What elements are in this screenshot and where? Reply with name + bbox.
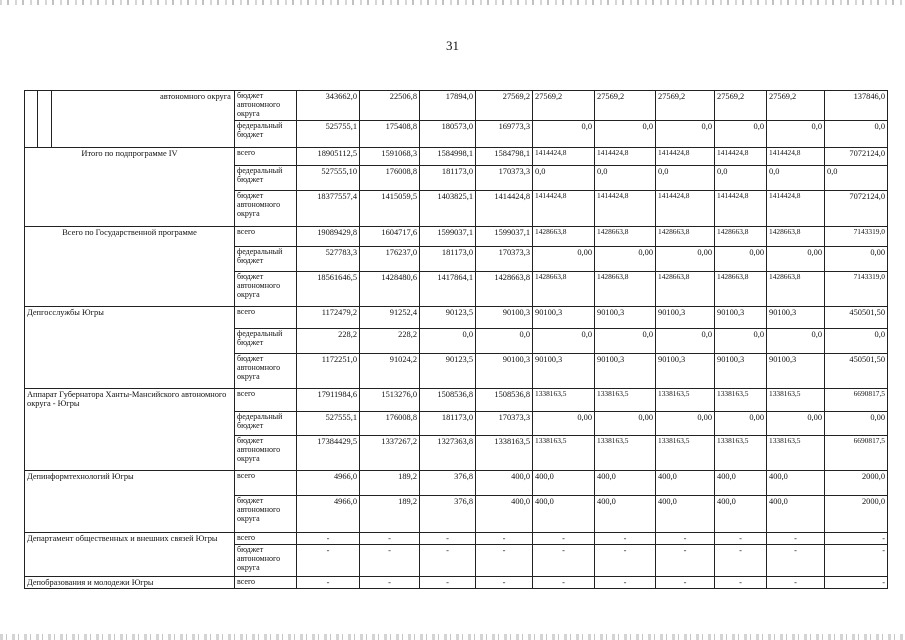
- value-cell: 27569,2: [595, 91, 656, 121]
- group-name: Департамент общественных и внешних связей Югры: [25, 533, 235, 577]
- value-cell: 1414424,8: [715, 148, 767, 166]
- value-cell: 1428663,8: [767, 227, 825, 247]
- funding-source: федеральный бюджет: [235, 247, 297, 272]
- value-cell: 7072124,0: [825, 148, 888, 166]
- value-cell: 450501,50: [825, 354, 888, 389]
- scan-artifact-bottom: [0, 634, 905, 640]
- funding-source: всего: [235, 471, 297, 496]
- value-cell: 0,0: [656, 166, 715, 191]
- value-cell: 189,2: [360, 496, 420, 533]
- value-cell: 527555,10: [297, 166, 360, 191]
- value-cell: 1508536,8: [476, 389, 533, 412]
- value-cell: 7072124,0: [825, 191, 888, 227]
- funding-source: всего: [235, 148, 297, 166]
- table-row: [25, 227, 888, 247]
- value-cell: 228,2: [297, 329, 360, 354]
- value-cell: 1415059,5: [360, 191, 420, 227]
- value-cell: -: [360, 577, 420, 589]
- value-cell: 1604717,6: [360, 227, 420, 247]
- value-cell: 0,00: [825, 247, 888, 272]
- value-cell: 1338163,5: [715, 436, 767, 471]
- value-cell: 1338163,5: [533, 436, 595, 471]
- value-cell: -: [297, 545, 360, 577]
- funding-source: федеральный бюджет: [235, 121, 297, 148]
- value-cell: 1414424,8: [715, 191, 767, 227]
- scan-artifact-top: [0, 0, 905, 5]
- value-cell: 0,00: [533, 247, 595, 272]
- value-cell: 0,00: [656, 247, 715, 272]
- value-cell: -: [420, 545, 476, 577]
- value-cell: -: [297, 533, 360, 545]
- value-cell: 1414424,8: [767, 148, 825, 166]
- value-cell: 527783,3: [297, 247, 360, 272]
- value-cell: 27569,2: [533, 91, 595, 121]
- value-cell: 1414424,8: [533, 148, 595, 166]
- value-cell: 0,0: [656, 329, 715, 354]
- value-cell: 90123,5: [420, 354, 476, 389]
- value-cell: 1403825,1: [420, 191, 476, 227]
- value-cell: 0,00: [656, 412, 715, 436]
- value-cell: 400,0: [595, 471, 656, 496]
- value-cell: 18905112,5: [297, 148, 360, 166]
- value-cell: 0,0: [715, 121, 767, 148]
- value-cell: 0,00: [533, 412, 595, 436]
- value-cell: 1414424,8: [476, 191, 533, 227]
- value-cell: 400,0: [767, 496, 825, 533]
- value-cell: 7143319,0: [825, 227, 888, 247]
- value-cell: 1414424,8: [533, 191, 595, 227]
- value-cell: 1338163,5: [656, 436, 715, 471]
- value-cell: 1584998,1: [420, 148, 476, 166]
- page-number: 31: [446, 38, 459, 53]
- value-cell: -: [715, 577, 767, 589]
- value-cell: -: [825, 577, 888, 589]
- value-cell: 91024,2: [360, 354, 420, 389]
- value-cell: 0,00: [595, 412, 656, 436]
- value-cell: 0,0: [767, 329, 825, 354]
- funding-source: всего: [235, 389, 297, 412]
- value-cell: 1338163,5: [715, 389, 767, 412]
- value-cell: 1428663,8: [656, 227, 715, 247]
- value-cell: 17894,0: [420, 91, 476, 121]
- value-cell: 0,0: [595, 166, 656, 191]
- value-cell: 90100,3: [476, 354, 533, 389]
- value-cell: 1414424,8: [656, 148, 715, 166]
- value-cell: 1172251,0: [297, 354, 360, 389]
- funding-source: федеральный бюджет: [235, 412, 297, 436]
- value-cell: 525755,1: [297, 121, 360, 148]
- value-cell: 0,0: [595, 121, 656, 148]
- value-cell: 1414424,8: [767, 191, 825, 227]
- value-cell: 1428663,8: [533, 227, 595, 247]
- value-cell: -: [476, 577, 533, 589]
- value-cell: 0,0: [715, 329, 767, 354]
- value-cell: 0,0: [715, 166, 767, 191]
- value-cell: 376,8: [420, 496, 476, 533]
- value-cell: -: [595, 533, 656, 545]
- value-cell: 0,00: [767, 412, 825, 436]
- value-cell: -: [360, 533, 420, 545]
- value-cell: -: [533, 533, 595, 545]
- value-cell: 0,0: [533, 166, 595, 191]
- value-cell: -: [360, 545, 420, 577]
- value-cell: -: [656, 577, 715, 589]
- value-cell: 22506,8: [360, 91, 420, 121]
- value-cell: 17911984,6: [297, 389, 360, 412]
- value-cell: 189,2: [360, 471, 420, 496]
- value-cell: 90100,3: [767, 307, 825, 329]
- value-cell: 90100,3: [595, 307, 656, 329]
- value-cell: 1428663,8: [595, 272, 656, 307]
- value-cell: -: [595, 545, 656, 577]
- value-cell: -: [533, 545, 595, 577]
- value-cell: 400,0: [476, 496, 533, 533]
- table-row: [25, 471, 888, 496]
- value-cell: -: [533, 577, 595, 589]
- funding-source: бюджет автономного округа: [235, 436, 297, 471]
- value-cell: 170373,3: [476, 412, 533, 436]
- funding-source: всего: [235, 577, 297, 589]
- group-name: Депинформтехнологий Югры: [25, 471, 235, 533]
- value-cell: 376,8: [420, 471, 476, 496]
- value-cell: 400,0: [767, 471, 825, 496]
- value-cell: -: [595, 577, 656, 589]
- value-cell: 27569,2: [767, 91, 825, 121]
- value-cell: 0,00: [715, 412, 767, 436]
- value-cell: 1414424,8: [656, 191, 715, 227]
- value-cell: 400,0: [533, 496, 595, 533]
- value-cell: 400,0: [715, 496, 767, 533]
- value-cell: 90100,3: [767, 354, 825, 389]
- group-name: Всего по Государственной программе: [25, 227, 235, 307]
- value-cell: -: [767, 577, 825, 589]
- value-cell: 17384429,5: [297, 436, 360, 471]
- value-cell: 527555,1: [297, 412, 360, 436]
- value-cell: 90100,3: [656, 354, 715, 389]
- value-cell: 0,00: [595, 247, 656, 272]
- row-name: автономного округа: [52, 91, 235, 148]
- value-cell: 1428480,6: [360, 272, 420, 307]
- value-cell: 27569,2: [476, 91, 533, 121]
- funding-source: бюджет автономного округа: [235, 545, 297, 577]
- value-cell: 1337267,2: [360, 436, 420, 471]
- value-cell: 1428663,8: [476, 272, 533, 307]
- value-cell: 1428663,8: [533, 272, 595, 307]
- value-cell: 7143319,0: [825, 272, 888, 307]
- group-name: Депгосслужбы Югры: [25, 307, 235, 389]
- value-cell: 450501,50: [825, 307, 888, 329]
- value-cell: 0,0: [825, 329, 888, 354]
- value-cell: -: [420, 533, 476, 545]
- value-cell: 1338163,5: [595, 436, 656, 471]
- value-cell: 1591068,3: [360, 148, 420, 166]
- value-cell: -: [476, 533, 533, 545]
- value-cell: 400,0: [656, 471, 715, 496]
- table-row: [25, 148, 888, 166]
- value-cell: 176008,8: [360, 412, 420, 436]
- value-cell: 137846,0: [825, 91, 888, 121]
- table-row: [25, 91, 888, 121]
- group-name: Аппарат Губернатора Ханты-Мансийского автономного округа - Югры: [25, 389, 235, 471]
- value-cell: 4966,0: [297, 471, 360, 496]
- value-cell: 1414424,8: [595, 191, 656, 227]
- value-cell: 181173,0: [420, 247, 476, 272]
- value-cell: -: [476, 545, 533, 577]
- value-cell: -: [825, 545, 888, 577]
- value-cell: 1428663,8: [715, 272, 767, 307]
- value-cell: 1599037,1: [476, 227, 533, 247]
- value-cell: 181173,0: [420, 166, 476, 191]
- value-cell: 0,0: [767, 121, 825, 148]
- funding-source: всего: [235, 307, 297, 329]
- value-cell: 91252,4: [360, 307, 420, 329]
- funding-source: бюджет автономного округа: [235, 272, 297, 307]
- value-cell: 176237,0: [360, 247, 420, 272]
- value-cell: 27569,2: [715, 91, 767, 121]
- value-cell: -: [656, 533, 715, 545]
- funding-source: бюджет автономного округа: [235, 91, 297, 121]
- value-cell: 27569,2: [656, 91, 715, 121]
- value-cell: 180573,0: [420, 121, 476, 148]
- value-cell: 1338163,5: [767, 436, 825, 471]
- value-cell: 400,0: [715, 471, 767, 496]
- value-cell: 400,0: [533, 471, 595, 496]
- value-cell: 1338163,5: [533, 389, 595, 412]
- value-cell: 400,0: [656, 496, 715, 533]
- value-cell: 6690817,5: [825, 436, 888, 471]
- value-cell: 1338163,5: [476, 436, 533, 471]
- funding-source: федеральный бюджет: [235, 166, 297, 191]
- value-cell: 0,00: [825, 412, 888, 436]
- value-cell: 90100,3: [533, 307, 595, 329]
- table-row: [25, 307, 888, 329]
- funding-source: бюджет автономного округа: [235, 354, 297, 389]
- value-cell: 1414424,8: [595, 148, 656, 166]
- value-cell: 6690817,5: [825, 389, 888, 412]
- value-cell: 1428663,8: [595, 227, 656, 247]
- value-cell: -: [715, 545, 767, 577]
- value-cell: 181173,0: [420, 412, 476, 436]
- value-cell: 0,0: [595, 329, 656, 354]
- value-cell: 90100,3: [476, 307, 533, 329]
- funding-source: федеральный бюджет: [235, 329, 297, 354]
- value-cell: 228,2: [360, 329, 420, 354]
- value-cell: 0,0: [533, 329, 595, 354]
- value-cell: 2000,0: [825, 496, 888, 533]
- table-row: [25, 389, 888, 412]
- value-cell: -: [715, 533, 767, 545]
- value-cell: -: [767, 545, 825, 577]
- value-cell: 1172479,2: [297, 307, 360, 329]
- value-cell: 1428663,8: [715, 227, 767, 247]
- value-cell: 2000,0: [825, 471, 888, 496]
- value-cell: 18377557,4: [297, 191, 360, 227]
- value-cell: 90100,3: [533, 354, 595, 389]
- value-cell: -: [656, 545, 715, 577]
- budget-table: [24, 90, 888, 589]
- value-cell: 0,0: [825, 121, 888, 148]
- value-cell: -: [825, 533, 888, 545]
- value-cell: 0,0: [767, 166, 825, 191]
- value-cell: 176008,8: [360, 166, 420, 191]
- group-name: Итого по подпрограмме IV: [25, 148, 235, 227]
- group-name: Депобразования и молодежи Югры: [25, 577, 235, 589]
- table-cell: [38, 91, 52, 148]
- value-cell: 400,0: [595, 496, 656, 533]
- value-cell: 1327363,8: [420, 436, 476, 471]
- value-cell: -: [297, 577, 360, 589]
- funding-source: бюджет автономного округа: [235, 496, 297, 533]
- value-cell: 4966,0: [297, 496, 360, 533]
- value-cell: 1417864,1: [420, 272, 476, 307]
- value-cell: 90100,3: [715, 307, 767, 329]
- value-cell: 1584798,1: [476, 148, 533, 166]
- funding-source: всего: [235, 533, 297, 545]
- value-cell: 175408,8: [360, 121, 420, 148]
- value-cell: 0,00: [715, 247, 767, 272]
- value-cell: 400,0: [476, 471, 533, 496]
- value-cell: 0,0: [476, 329, 533, 354]
- value-cell: 170373,3: [476, 166, 533, 191]
- table-cell: [25, 91, 38, 148]
- value-cell: 1338163,5: [656, 389, 715, 412]
- value-cell: 1508536,8: [420, 389, 476, 412]
- value-cell: -: [420, 577, 476, 589]
- value-cell: 0,0: [533, 121, 595, 148]
- value-cell: 1338163,5: [595, 389, 656, 412]
- value-cell: 1428663,8: [656, 272, 715, 307]
- value-cell: 0,0: [825, 166, 888, 191]
- funding-source: бюджет автономного округа: [235, 191, 297, 227]
- value-cell: 1338163,5: [767, 389, 825, 412]
- table-row: [25, 577, 888, 589]
- value-cell: 19089429,8: [297, 227, 360, 247]
- value-cell: 1599037,1: [420, 227, 476, 247]
- value-cell: 90100,3: [715, 354, 767, 389]
- value-cell: 169773,3: [476, 121, 533, 148]
- value-cell: -: [767, 533, 825, 545]
- value-cell: 0,0: [656, 121, 715, 148]
- value-cell: 343662,0: [297, 91, 360, 121]
- value-cell: 1513276,0: [360, 389, 420, 412]
- value-cell: 0,0: [420, 329, 476, 354]
- value-cell: 90100,3: [656, 307, 715, 329]
- funding-source: всего: [235, 227, 297, 247]
- value-cell: 170373,3: [476, 247, 533, 272]
- table-row: [25, 533, 888, 545]
- value-cell: 90123,5: [420, 307, 476, 329]
- value-cell: 0,00: [767, 247, 825, 272]
- value-cell: 1428663,8: [767, 272, 825, 307]
- value-cell: 18561646,5: [297, 272, 360, 307]
- value-cell: 90100,3: [595, 354, 656, 389]
